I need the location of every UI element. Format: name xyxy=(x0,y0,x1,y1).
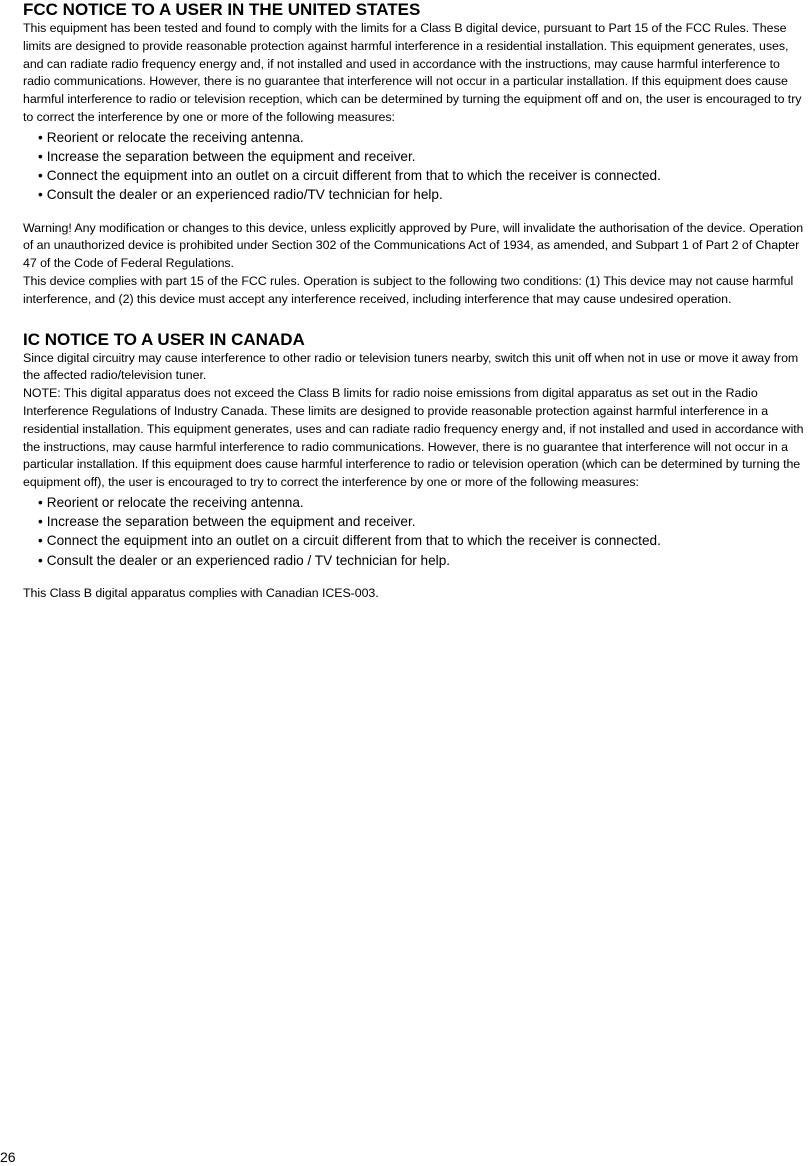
fcc-compliance-paragraph: This device complies with part 15 of the FCC rules. Operation is subject to the following two conditions: (1) This device may not cause harmful interference, and (2) this device must accept any interference received, including interference that may cause undesired operation. xyxy=(23,273,794,306)
ic-intro-paragraph: Since digital circuitry may cause interference to other radio or television tuners nearby, switch this unit off when not in use or move it away from the affected radio/television tuner. xyxy=(23,350,799,383)
ic-measures-list xyxy=(23,493,808,570)
spacer xyxy=(23,570,808,585)
ic-measure-item: • Consult the dealer or an experienced radio / TV technician for help. xyxy=(38,551,808,570)
spacer xyxy=(23,205,808,220)
ic-measure-item: • Increase the separation between the equipment and receiver. xyxy=(38,512,808,531)
fcc-warning-paragraph: Warning! Any modification or changes to this device, unless explicitly approved by Pure, will invalidate the authorisation of the device. Operation of an unauthorized device is prohibited under Section 302 of the Communications Act of 1934, as amended, and Subpart 1 of Part 2 of Chapter 47 of the Code of Federal Regulations. xyxy=(23,220,804,271)
ic-measure-item: • Connect the equipment into an outlet on a circuit different from that to which the receiver is connected. xyxy=(38,531,808,550)
fcc-measure-item: • Connect the equipment into an outlet on a circuit different from that to which the receiver is connected. xyxy=(38,166,808,185)
fcc-measure-item: • Consult the dealer or an experienced radio/TV technician for help. xyxy=(38,185,808,204)
fcc-heading: FCC NOTICE TO A USER IN THE UNITED STATES xyxy=(23,0,421,19)
ic-measure-item: • Reorient or relocate the receiving antenna. xyxy=(38,493,808,512)
ic-ices-paragraph: This Class B digital apparatus complies with Canadian ICES-003. xyxy=(23,585,379,600)
ic-note-paragraph: NOTE: This digital apparatus does not exceed the Class B limits for radio noise emissions from digital apparatus as set out in the Radio Interference Regulations of Industry Canada. These limits are designed to provide reasonable protection against harmful interference in a residential installation. This equipment generates, uses and can radiate radio frequency energy and, if not installed and used in accordance with the instructions, may cause harmful interference to radio communications. However, there is no guarantee that interference will not occur in a particular installation. If this equipment does cause harmful interference to radio or television operation (which can be determined by turning the equipment off), the user is encouraged to try to correct the interference by one or more of the following measures: xyxy=(23,386,804,490)
ic-heading: IC NOTICE TO A USER IN CANADA xyxy=(23,329,305,349)
document-page xyxy=(23,0,808,603)
page-number: 26 xyxy=(0,1149,16,1165)
fcc-intro-paragraph: This equipment has been tested and found to comply with the limits for a Class B digital device, pursuant to Part 15 of the FCC Rules. These limits are designed to provide reasonable protection against harmful interference in a residential installation. This equipment generates, uses, and can radiate radio frequency energy and, if not installed and used in accordance with the instructions, may cause harmful interference to radio communications. However, there is no guarantee that interference will not occur in a particular installation. If this equipment does cause harmful interference to radio or television reception, which can be determined by turning the equipment off and on, the user is encouraged to try to correct the interference by one or more of the following measures: xyxy=(23,21,802,124)
ic-section xyxy=(23,330,808,603)
fcc-measure-item: • Reorient or relocate the receiving antenna. xyxy=(38,128,808,147)
fcc-measures-list xyxy=(23,128,808,205)
fcc-measure-item: • Increase the separation between the equipment and receiver. xyxy=(38,147,808,166)
fcc-section xyxy=(23,0,808,309)
